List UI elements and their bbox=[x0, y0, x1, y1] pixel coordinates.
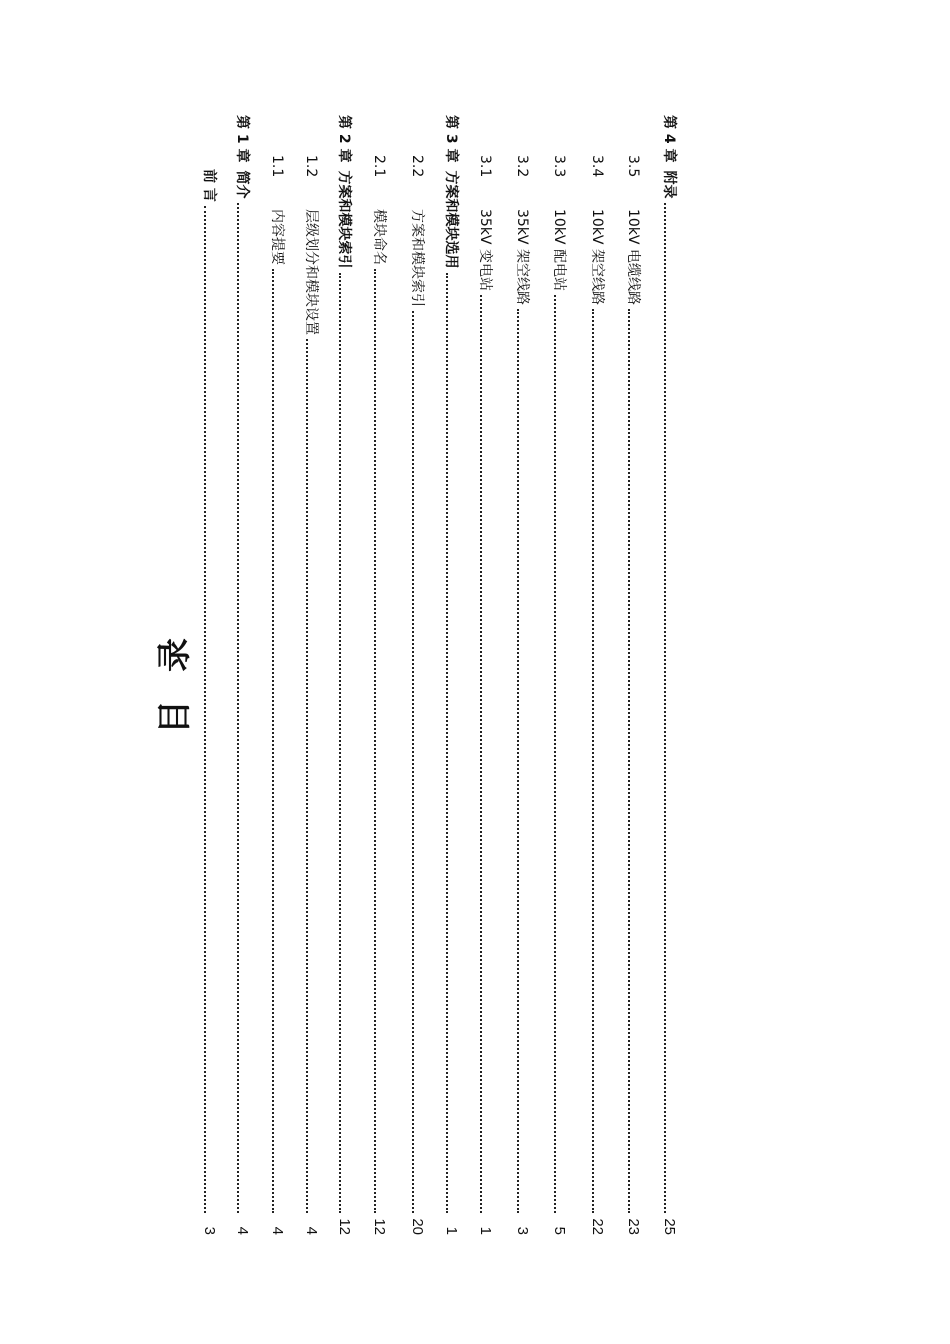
toc-dot-leader bbox=[480, 295, 482, 1213]
toc-dot-leader bbox=[339, 273, 341, 1214]
toc-entry-label: 方案和模块选用 bbox=[443, 170, 459, 269]
toc-entry-label: 层级划分和模块设置 bbox=[303, 209, 319, 335]
toc-entry-number: 3.1 bbox=[477, 155, 493, 178]
toc-entry-page: 4 bbox=[303, 1226, 320, 1235]
toc-entry-label: 前 言 bbox=[201, 169, 217, 202]
toc-section-row[interactable] bbox=[268, 115, 290, 1235]
toc-section-row[interactable] bbox=[408, 115, 430, 1235]
toc-entry-label: 方案和模块索引 bbox=[409, 209, 425, 307]
toc-chapter-row[interactable] bbox=[660, 115, 682, 1235]
toc-entry-number: 3.2 bbox=[514, 155, 530, 178]
toc-dot-leader bbox=[628, 309, 630, 1213]
toc-chapter-row[interactable] bbox=[442, 115, 464, 1235]
toc-entry-page: 12 bbox=[336, 1218, 353, 1235]
toc-entry-page: 1 bbox=[477, 1226, 494, 1235]
toc-entry-label: 35kV 变电站 bbox=[477, 209, 493, 291]
toc-dot-leader bbox=[664, 203, 666, 1214]
toc-entry-number: 2.2 bbox=[409, 155, 425, 178]
toc-section-row[interactable] bbox=[476, 115, 498, 1235]
toc-entry-page: 22 bbox=[589, 1218, 606, 1235]
toc-dot-leader bbox=[374, 269, 376, 1213]
toc-dot-leader bbox=[517, 309, 519, 1213]
toc-entry-page: 4 bbox=[234, 1226, 251, 1235]
toc-section-row[interactable] bbox=[370, 115, 392, 1235]
toc-dot-leader bbox=[237, 203, 239, 1214]
toc-entry-page: 5 bbox=[551, 1226, 568, 1235]
toc-entry-label: 10kV 电缆线路 bbox=[625, 209, 641, 305]
toc-dot-leader bbox=[554, 295, 556, 1213]
toc-chapter-row[interactable] bbox=[200, 115, 222, 1235]
toc-entry-page: 23 bbox=[625, 1218, 642, 1235]
toc-entry-page: 25 bbox=[661, 1218, 678, 1235]
toc-dot-leader bbox=[412, 311, 414, 1213]
toc-entry-page: 4 bbox=[269, 1226, 286, 1235]
toc-dot-leader bbox=[204, 206, 206, 1213]
toc-dot-leader bbox=[272, 269, 274, 1213]
toc-dot-leader bbox=[592, 309, 594, 1213]
toc-dot-leader bbox=[446, 273, 448, 1214]
toc-entry-label: 简介 bbox=[234, 170, 250, 199]
toc-entry-label: 10kV 配电站 bbox=[551, 209, 567, 291]
toc-entry-label: 内容提要 bbox=[269, 209, 285, 265]
toc-chapter-row[interactable] bbox=[335, 115, 357, 1235]
toc-entry-number: 2.1 bbox=[371, 155, 387, 178]
toc-entry-number: 1.2 bbox=[303, 155, 319, 178]
toc-entry-number: 3.5 bbox=[625, 155, 641, 178]
toc-entry-number: 1.1 bbox=[269, 155, 285, 178]
toc-section-row[interactable] bbox=[302, 115, 324, 1235]
toc-dot-leader bbox=[306, 339, 308, 1213]
toc-entry-label: 附录 bbox=[661, 170, 677, 199]
toc-entry-number: 第 3 章 bbox=[443, 115, 459, 163]
toc-entry-number: 第 1 章 bbox=[234, 115, 250, 163]
toc-chapter-row[interactable] bbox=[233, 115, 255, 1235]
toc-entry-number: 第 4 章 bbox=[661, 115, 677, 163]
toc-entry-page: 3 bbox=[514, 1226, 531, 1235]
toc-entry-page: 12 bbox=[371, 1218, 388, 1235]
toc-section-row[interactable] bbox=[550, 115, 572, 1235]
toc-entry-label: 35kV 架空线路 bbox=[514, 209, 530, 305]
toc-entry-page: 20 bbox=[409, 1218, 426, 1235]
toc-section-row[interactable] bbox=[513, 115, 535, 1235]
toc-section-row[interactable] bbox=[588, 115, 610, 1235]
toc-entry-label: 10kV 架空线路 bbox=[589, 209, 605, 305]
toc-entry-number: 3.3 bbox=[551, 155, 567, 178]
toc-entry-number: 第 2 章 bbox=[336, 115, 352, 163]
toc-title: 目录 bbox=[155, 610, 195, 734]
toc-entry-label: 方案和模块索引 bbox=[336, 170, 352, 269]
toc-section-row[interactable] bbox=[624, 115, 646, 1235]
toc-entry-page: 3 bbox=[201, 1226, 218, 1235]
toc-entry-page: 1 bbox=[443, 1226, 460, 1235]
toc-entry-number: 3.4 bbox=[589, 155, 605, 178]
toc-entry-label: 模块命名 bbox=[371, 209, 387, 265]
